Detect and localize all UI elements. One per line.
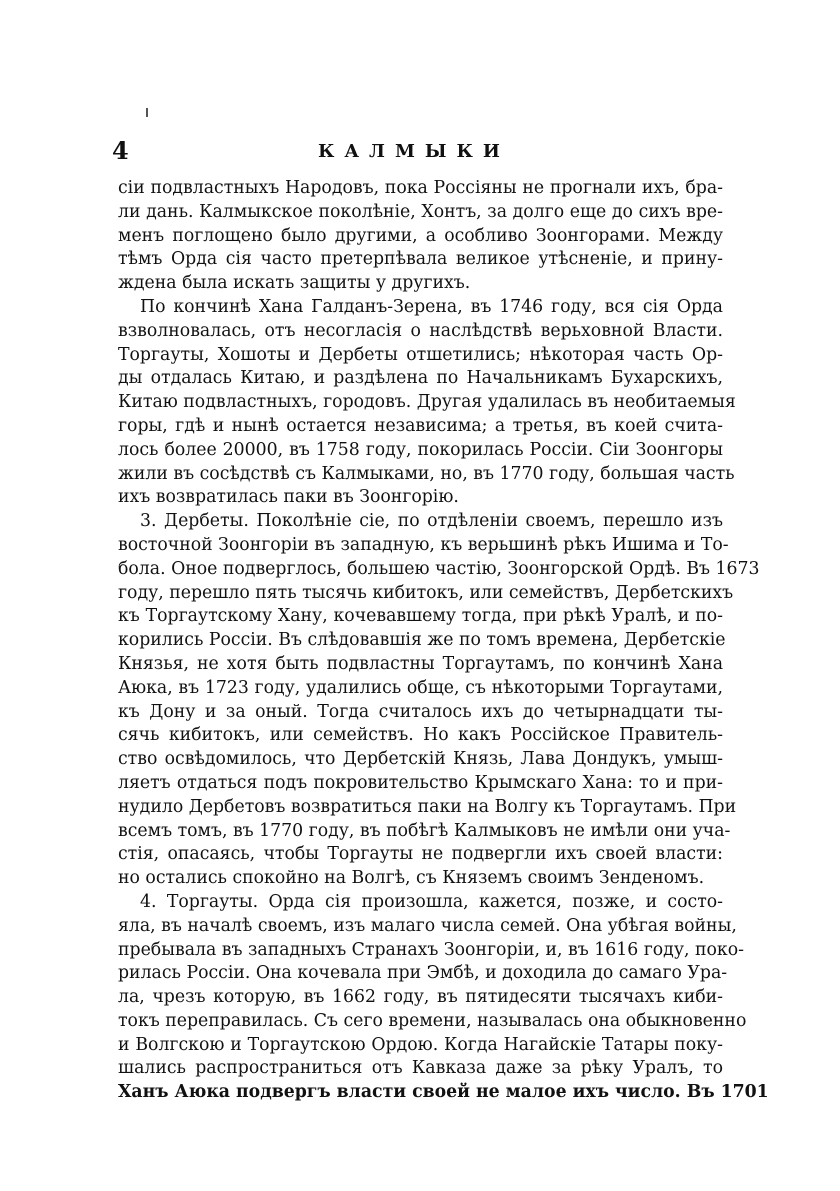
paragraph-3 <box>118 510 760 891</box>
text-line: году, перешло пять тысячь кибитокъ, или семействъ, Дербетскихъ <box>118 582 734 603</box>
text-line: менъ поглощено было другими, а особливо Зоонгорами. Между <box>118 225 723 246</box>
paragraph-1 <box>118 177 723 296</box>
text-line: сячь кибитокъ, или семействъ. Но какъ Россійское Правитель- <box>118 725 723 746</box>
text-line: тѣмъ Орда сія часто претерпѣвала великое утѣсненіе, и прину- <box>118 249 723 270</box>
text-line: стія, опасаясь, чтобы Торгауты не подвергли ихъ своей власти: <box>118 844 723 865</box>
text-line: сіи подвластныхъ Народовъ, пока Россіяны не прогнали ихъ, бра- <box>118 178 723 198</box>
paragraph-4 <box>118 891 769 1105</box>
text-line: ство освѣдомилось, что Дербетскій Князь, Лава Дондукъ, умыш- <box>118 749 723 770</box>
text-line: 4. Торгауты. Орда сія произошла, кажется, позже, и состо- <box>140 891 723 912</box>
text-line: ляетъ отдаться подъ покровительство Крымскаго Хана: то и при- <box>118 772 723 793</box>
text-line: къ Дону и за оный. Тогда считалось ихъ до четырнадцати ты- <box>118 701 723 722</box>
text-line: яла, въ началѣ своемъ, изъ малаго числа семей. Она убѣгая войны, <box>118 915 737 936</box>
text-line: и Волгскою и Торгаутскою Ордою. Когда Нагайскіе Татары поку- <box>118 1034 723 1055</box>
text-line: жили въ сосѣдствѣ съ Калмыками, но, въ 1770 году, большая часть <box>118 463 735 484</box>
text-line: Князья, не хотя быть подвластны Торгаутамъ, по кончинѣ Хана <box>118 653 723 674</box>
text-line: 3. Дербеты. Поколѣніе сіе, по отдѣленіи своемъ, перешло изъ <box>140 511 723 532</box>
text-line: корились Россіи. Въ слѣдовавшія же по томъ времена, Дербетскіе <box>118 630 726 651</box>
text-line: ды отдалась Китаю, и раздѣлена по Начальникамъ Бухарскихъ, <box>118 368 723 389</box>
text-line: ла, чрезъ которую, въ 1662 году, въ пятидесяти тысячахъ киби- <box>118 987 723 1008</box>
text-line: ихъ возвратилась паки въ Зоонгорію. <box>118 487 459 508</box>
text-line: пребывала въ западныхъ Странахъ Зоонгоріи, и, въ 1616 году, поко- <box>118 939 744 960</box>
text-line: лось более 20000, въ 1758 году, покорилась Россіи. Сіи Зоонгоры <box>118 439 723 460</box>
text-line: Китаю подвластныхъ, городовъ. Другая удалилась въ необитаемыя <box>118 392 736 413</box>
text-line: шались распространиться отъ Кавказа даже за рѣку Уралъ, то <box>118 1058 723 1079</box>
text-line: нудило Дербетовъ возвратиться паки на Волгу къ Торгаутамъ. При <box>118 796 737 817</box>
text-line: но остались спокойно на Волгѣ, съ Княземъ своимъ Зенденомъ. <box>118 868 705 889</box>
text-line: восточной Зоонгоріи въ западную, къ верьшинѣ рѣкъ Ишима и То- <box>118 534 729 555</box>
text-line: бола. Оное подверглось, большею частію, Зоонгорской Ордѣ. Въ 1673 <box>118 558 760 579</box>
text-line: По кончинѣ Хана Галданъ-Зерена, въ 1746 году, вся сія Орда <box>140 296 723 317</box>
text-line: Торгауты, Хошоты и Дербеты отшетились; нѣкоторая часть Ор- <box>118 344 723 365</box>
running-title: КАЛМЫКИ <box>318 141 510 162</box>
text-line: горы, гдѣ и нынѣ остается независима; а третья, въ коей счита- <box>118 415 723 436</box>
text-line: ли дань. Калмыкское поколѣніе, Хонтъ, за долго еще до сихъ вре- <box>118 201 723 222</box>
paragraph-2 <box>118 296 736 510</box>
page-number: 4 <box>112 136 129 165</box>
text-line: къ Торгаутскому Хану, кочевавшему тогда, при рѣкѣ Уралѣ, и по- <box>118 606 723 627</box>
text-line: Аюка, въ 1723 году, удалились обще, съ нѣкоторыми Торгаутами, <box>118 677 723 698</box>
text-line: взволновалась, отъ несогласія о наслѣдствѣ верьховной Власти. <box>118 320 723 341</box>
body-text <box>118 177 769 1105</box>
page-header <box>112 136 712 166</box>
text-line: Ханъ Аюка подвергъ власти своей не малое ихъ число. Въ 1701 <box>118 1082 769 1103</box>
text-line: рилась Россіи. Она кочевала при Эмбѣ, и доходила до самаго Ура- <box>118 963 728 984</box>
print-speck <box>146 108 148 117</box>
text-line: токъ переправилась. Съ сего времени, называлась она обыкновенно <box>118 1010 747 1031</box>
text-line: ждена была искать защиты у другихъ. <box>118 273 471 294</box>
text-line: всемъ томъ, въ 1770 году, въ побѣгѣ Калмыковъ не имѣли они уча- <box>118 820 731 841</box>
